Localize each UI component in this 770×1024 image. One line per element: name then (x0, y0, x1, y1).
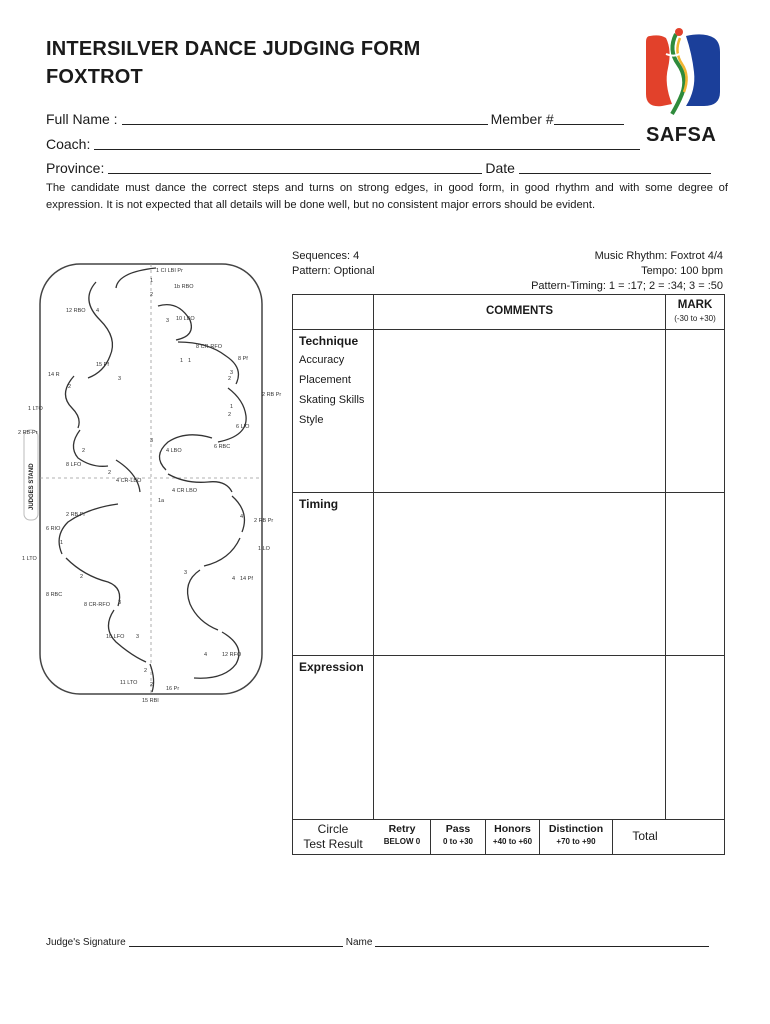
step-label: 2 (144, 668, 148, 674)
mark-header: MARK (677, 299, 713, 311)
timing-label: Timing (299, 497, 339, 511)
pattern-timing-text: Pattern-Timing: 1 = :17; 2 = :34; 3 = :50 (531, 280, 723, 292)
form-title-line2: FOXTROT (46, 66, 143, 88)
step-label: 4 (232, 576, 236, 582)
timing-comments-cell[interactable] (374, 493, 665, 655)
province-row (46, 159, 714, 177)
step-label: 8 RBC (46, 592, 63, 598)
technique-item-style: Style (299, 414, 324, 426)
member-field[interactable] (554, 111, 624, 125)
step-label: 4 (204, 652, 208, 658)
form-title (46, 35, 421, 91)
province-label: Province: (46, 160, 105, 176)
step-label: 3 (184, 570, 188, 576)
result-option-honors[interactable] (486, 820, 539, 854)
step-label: 15 RBI (142, 698, 159, 704)
test-result-row (293, 820, 724, 854)
result-option-retry[interactable] (374, 820, 430, 854)
date-label: Date (485, 160, 515, 176)
logo-blue-shape (686, 34, 720, 106)
result-option-pass[interactable] (431, 820, 485, 854)
step-label: 2 (82, 448, 86, 454)
judging-table (292, 294, 725, 855)
step-label: 2 (108, 470, 112, 476)
step-label: 10 LBO (176, 316, 195, 322)
step-label: 14 Pf (240, 576, 253, 582)
result-option-distinction[interactable] (540, 820, 612, 854)
step-label: 6 RIO (46, 526, 61, 532)
step-label: 2 (80, 574, 84, 580)
rink-outline (40, 264, 262, 694)
pattern-text: Pattern: Optional (292, 265, 375, 277)
step-label: 8 Pf (238, 356, 248, 362)
step-label: 1 LTO (22, 556, 37, 562)
full-name-label: Full Name : (46, 111, 118, 127)
result-option-range: 0 to +30 (442, 837, 473, 846)
step-label: 4 (240, 514, 244, 520)
step-label: 2 (228, 412, 232, 418)
full-name-field[interactable] (122, 111, 488, 125)
result-option-range: BELOW 0 (383, 837, 421, 846)
step-label: 2 (228, 376, 232, 382)
result-option-label: Pass (445, 823, 471, 835)
step-label: 2 RB Pr (66, 512, 86, 518)
timing-mark-cell[interactable] (666, 493, 724, 655)
step-label: 4 (96, 308, 100, 314)
test-result-text: Test Result (303, 837, 363, 851)
pattern-info-right (460, 249, 723, 294)
province-field[interactable] (108, 160, 482, 174)
pattern-steps (59, 268, 246, 692)
step-label: 1 LTO (28, 406, 43, 412)
instructions-text: The candidate must dance the correct steps and turns on strong edges, in good form, in good rhythm and with some degree of expression. It is not expected that all details will be done well, but no consistent major errors should be evident. (46, 182, 728, 211)
step-label: 3 (136, 634, 140, 640)
step-label: 1 (180, 358, 184, 364)
step-label: 4 LBO (166, 448, 182, 454)
date-field[interactable] (519, 160, 711, 174)
step-label: 4 CR-LBO (116, 478, 142, 484)
sequences-text: Sequences: 4 (292, 250, 360, 262)
step-label: 8 CR-RFO (84, 602, 110, 608)
result-option-label: Honors (494, 823, 531, 835)
coach-row (46, 135, 643, 153)
expression-comments-cell[interactable] (374, 656, 665, 819)
step-label: 14 R (48, 372, 60, 378)
step-label: 2 RB Pr (254, 518, 274, 524)
result-option-range: +70 to +90 (556, 837, 596, 846)
logo-red-shape (646, 35, 672, 106)
step-label: 3 (166, 318, 170, 324)
name-field[interactable] (375, 938, 709, 947)
step-label: 4 CR LBO (172, 488, 198, 494)
step-label: 1b RBO (174, 284, 194, 290)
step-curve (218, 388, 246, 442)
result-option-range: +40 to +60 (492, 837, 533, 846)
step-label: 2 (68, 384, 72, 390)
foxtrot-pattern-diagram (18, 260, 288, 710)
circle-test-result-label (293, 820, 373, 852)
coach-field[interactable] (94, 136, 640, 150)
step-label: 3 (150, 438, 154, 444)
step-curve (188, 570, 218, 630)
music-rhythm-text: Music Rhythm: Foxtrot 4/4 (594, 250, 723, 262)
step-label: 1a (158, 498, 165, 504)
judges-stand-label: JUDGES STAND (29, 463, 35, 510)
step-curve (73, 430, 108, 466)
technique-comments-cell[interactable] (374, 330, 665, 492)
step-curve (204, 538, 240, 566)
form-title-line1: INTERSILVER DANCE JUDGING FORM (46, 38, 421, 60)
step-curve (158, 305, 191, 340)
technique-item-skating-skills: Skating Skills (299, 394, 365, 406)
logo-head (675, 28, 683, 36)
step-curve (116, 460, 140, 492)
result-option-label: Distinction (548, 823, 604, 835)
total-value-cell[interactable] (666, 820, 724, 854)
step-label: 1 (230, 404, 234, 410)
table-divider (612, 820, 613, 854)
step-label: 8 CR-RFO (196, 344, 222, 350)
tempo-text: Tempo: 100 bpm (641, 265, 723, 277)
total-label: Total (632, 829, 658, 843)
comments-header: COMMENTS (485, 305, 554, 317)
technique-mark-cell[interactable] (666, 330, 724, 492)
expression-mark-cell[interactable] (666, 656, 724, 819)
logo-text: SAFSA (646, 124, 717, 146)
mark-range: (-30 to +30) (674, 314, 716, 323)
step-label: 3 (230, 370, 234, 376)
step-label: 1 (188, 358, 192, 364)
step-label: 11 LTO (120, 680, 138, 686)
step-label: 15 Pf (96, 362, 109, 368)
step-label: 8 LFO (66, 462, 82, 468)
step-label: 1 LO (258, 546, 270, 552)
pattern-step-labels (18, 268, 281, 704)
full-name-row (46, 110, 627, 128)
step-label: 2 (150, 292, 154, 298)
pattern-info-left (292, 249, 375, 279)
coach-label: Coach: (46, 136, 91, 152)
step-label: 12 RBO (66, 308, 86, 314)
step-label: 16 Pr (166, 686, 180, 692)
step-label: 2 (150, 682, 154, 688)
expression-label: Expression (299, 660, 364, 674)
step-label: 6 RBC (214, 444, 231, 450)
member-label: Member # (490, 111, 554, 127)
step-label: 1 CI LBI Pr (156, 268, 183, 274)
step-curve (66, 558, 120, 606)
step-label: 2 RB Pr (262, 392, 282, 398)
step-label: 12 RFO (222, 652, 242, 658)
name-label: Name (345, 937, 373, 948)
step-label: 3 (118, 600, 122, 606)
technique-item-accuracy: Accuracy (299, 354, 345, 366)
step-label: 1 (60, 540, 64, 546)
step-label: 2 RB-Pr (18, 430, 38, 436)
step-label: 10 LFO (106, 634, 125, 640)
step-label: 1 (150, 278, 154, 284)
technique-item-placement: Placement (299, 374, 351, 386)
result-option-label: Retry (388, 823, 416, 835)
step-label: 6 LIO (236, 424, 250, 430)
circle-text: Circle (317, 822, 349, 836)
judge-signature-field[interactable] (129, 938, 343, 947)
technique-label: Technique (299, 334, 359, 348)
signature-row (46, 937, 712, 948)
step-label: 3 (118, 376, 122, 382)
judge-signature-label: Judge's Signature (46, 937, 126, 948)
